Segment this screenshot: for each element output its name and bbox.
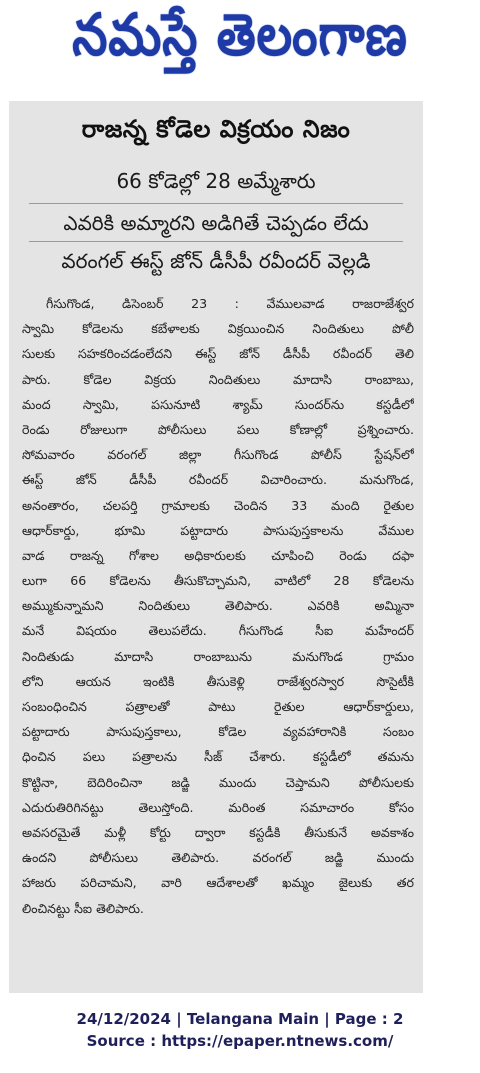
news-clipping bbox=[9, 101, 423, 993]
article-body-line: సులకు సహకరించడంలేదని ఈస్ట్ జోన్ డీసీపీ రవీందర్ తెలి bbox=[22, 346, 414, 362]
article-body-line: రెండు రోజులుగా పోలీసులు పలు కోణాల్లో ప్రశ్నించారు. bbox=[22, 421, 414, 437]
article-body-line: అవసరమైతే మళ్లీ కోర్టు ద్వారా కస్టడీకి తీసుకునే అవకాశం bbox=[22, 824, 414, 840]
article-body-line: అమ్ముకున్నామని నిందితులు తెలిపారు. ఎవరికి అమ్మినా bbox=[22, 598, 414, 614]
article-body-line: హాజరు పరిచామని, వారి ఆదేశాలతో ఖమ్మం జైలుకు తర bbox=[22, 875, 414, 891]
article-body-line: కొట్టినా, బెదిరించినా జడ్జి ముందు చెప్తామని పోలీసులకు bbox=[22, 774, 414, 790]
article-body-line: ఉందని పోలీసులు తెలిపారు. వరంగల్ జడ్జి ముందు bbox=[22, 850, 414, 866]
article-body-line: స్వామి కోడెలను కబేళాలకు విక్రయించిన నిందితులు పోలీ bbox=[22, 321, 414, 337]
subhead-divider-2 bbox=[29, 241, 403, 242]
footer-edition-info: 24/12/2024 | Telangana Main | Page : 2 bbox=[76, 1010, 404, 1028]
article-body-line: గీసుగొండ, డిసెంబర్ 23 : వేములవాడ రాజరాజేశ్వర bbox=[46, 296, 414, 311]
article-body-line: లోని ఆయన ఇంటికి తీసుకెళ్లి రాజేశ్వరస్వార సొసైటీకి bbox=[22, 673, 414, 689]
article-subhead-1: 66 కోడెల్లో 28 అమ్మేశారు bbox=[116, 169, 316, 193]
subhead-divider-1 bbox=[29, 203, 403, 204]
article-body-line: ఆధార్‌కార్డు, భూమి పట్టాదారు పాసుపుస్తకాలను వేముల bbox=[22, 522, 414, 538]
article-headline: రాజన్న కోడెల విక్రయం నిజం bbox=[81, 115, 351, 143]
article-subhead-3: వరంగల్ ఈస్ట్ జోన్ డీసీపీ రవీందర్ వెల్లడి bbox=[61, 249, 371, 273]
article-body-line: అనంతారం, చలపర్తి గ్రామాలకు చెందిన 33 మంది రైతుల bbox=[22, 497, 414, 513]
article-body-line: మంద స్వామి, పసునూటి శ్యామ్ సుందర్‌ను కస్టడీలో bbox=[22, 396, 414, 412]
article-body-line: ఈస్ట్ జోన్ డీసీపీ రవీందర్ విచారించారు. మనుగొండ, bbox=[22, 472, 414, 488]
article-body bbox=[22, 291, 414, 921]
article-body-line: లించినట్టు సీఐ తెలిపారు. bbox=[22, 900, 144, 916]
article-body-line: ఎదురుతిరిగినట్టు తెలుస్తోంది. మరింత సమాచారం కోసం bbox=[22, 799, 414, 815]
article-body-line: ధించిన పలు పత్రాలను సీజ్ చేశారు. కస్టడీలో తమను bbox=[22, 749, 414, 765]
article-body-line: పారు. కోడెల విక్రయ నిందితులు మాదాసి రాంబాబు, bbox=[22, 371, 414, 387]
footer-source: Source : https://epaper.ntnews.com/ bbox=[86, 1032, 394, 1050]
article-body-line: వాడ రాజన్న గోశాల అధికారులకు చూపించి రెండు దఫా bbox=[22, 547, 414, 563]
article-subhead-2: ఎవరికి అమ్మారని అడిగితే చెప్పడం లేదు bbox=[63, 211, 369, 235]
article-body-line: లుగా 66 కోడెలను తీసుకొచ్చామని, వాటిలో 28 కోడెలను bbox=[22, 573, 414, 589]
article-body-line: పట్టాదారు పాసుపుస్తకాలు, కోడెల వ్యవహారానికి సంబం bbox=[22, 724, 414, 740]
masthead-logo bbox=[30, 1, 450, 80]
masthead-title: నమస్తే తెలంగాణ bbox=[72, 1, 408, 68]
article-body-line: మనే విషయం తెలుపలేదు. గీసుగొండ సీఐ మహేందర్ bbox=[22, 623, 414, 639]
article-body-line: సోమవారం వరంగల్ జిల్లా గీసుగొండ పోలీస్ స్టేషన్‌లో bbox=[22, 447, 414, 463]
article-body-line: నిందితుడు మాదాసి రాంబాబును మనుగొండ గ్రామం bbox=[22, 648, 414, 664]
article-body-line: సంబంధించిన పత్రాలతో పాటు రైతుల ఆధార్‌కార్డులు, bbox=[22, 699, 414, 714]
